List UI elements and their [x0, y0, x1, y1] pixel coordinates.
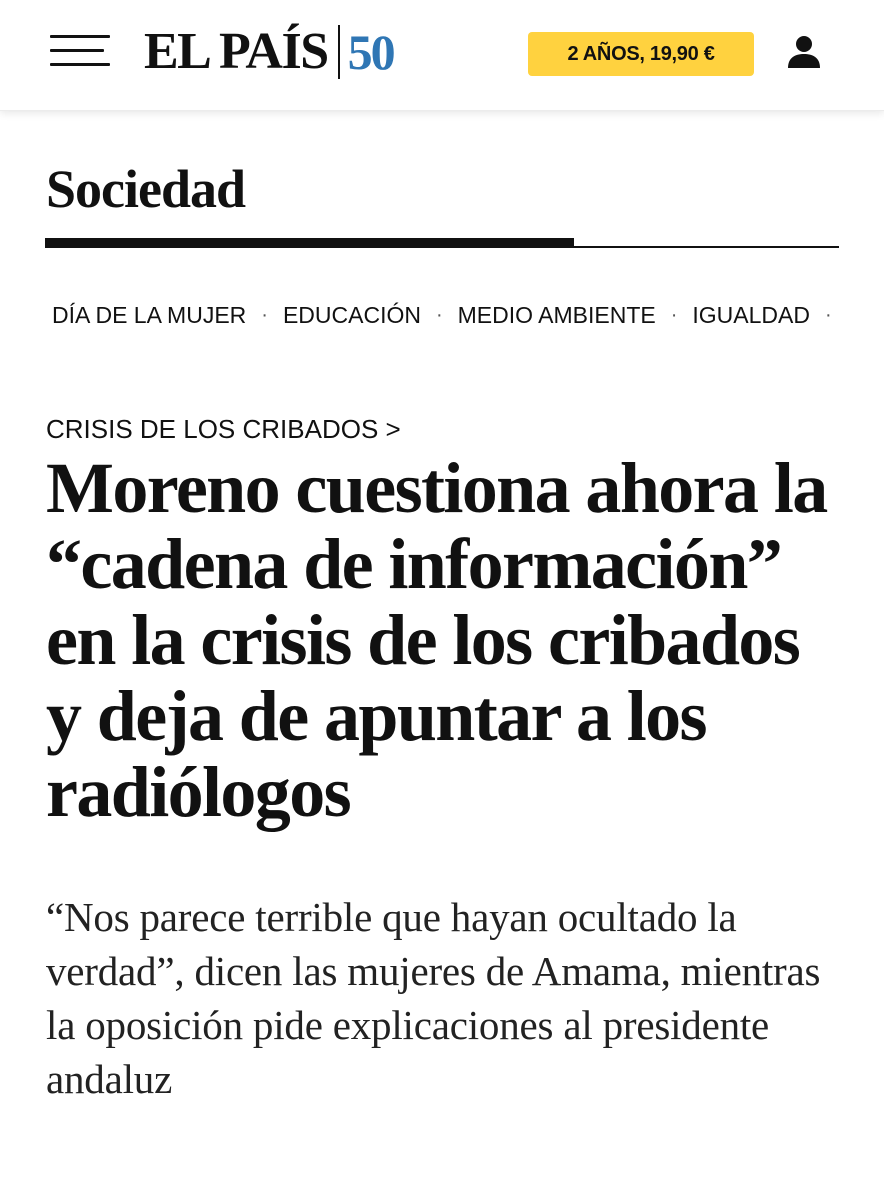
section-title[interactable]: Sociedad [46, 159, 246, 219]
article-subheadline: “Nos parece terrible que hayan ocultado la verdad”, dicen las mujeres de Amama, mientras la oposición pide explicaciones al presidente andaluz [46, 894, 821, 1102]
hamburger-menu-icon[interactable] [50, 33, 110, 69]
site-header [0, 0, 884, 111]
user-icon[interactable] [786, 34, 822, 70]
subnav-separator: · [670, 303, 678, 326]
article-headline: Moreno cuestiona ahora la “cadena de información” en la crisis de los cribados y deja de apuntar a los radiólogos [46, 448, 827, 832]
menu-bar-bottom [50, 63, 110, 66]
section-subnav [52, 298, 842, 332]
logo-divider [338, 25, 340, 79]
menu-bar-top [50, 35, 110, 38]
subnav-separator: · [435, 303, 443, 326]
user-icon-graphic [786, 34, 822, 70]
logo-text: EL PAÍS [144, 23, 328, 80]
subnav-separator: · [825, 303, 832, 326]
subnav-item-igualdad[interactable]: IGUALDAD [692, 301, 810, 328]
subscribe-button[interactable]: 2 AÑOS, 19,90 € [528, 32, 754, 76]
subnav-separator: · [261, 303, 268, 326]
site-logo[interactable] [144, 24, 394, 80]
subnav-item-medio-ambiente[interactable]: MEDIO AMBIENTE [457, 301, 656, 328]
subnav-item-educacion[interactable]: EDUCACIÓN [282, 301, 421, 328]
subnav-item-dia-de-la-mujer[interactable]: DÍA DE LA MUJER [52, 301, 247, 328]
logo-anniversary: 50 [347, 24, 394, 80]
article-kicker[interactable]: CRISIS DE LOS CRIBADOS > [46, 414, 401, 444]
section-rule-thin [45, 246, 839, 248]
menu-bar-middle [50, 49, 104, 52]
